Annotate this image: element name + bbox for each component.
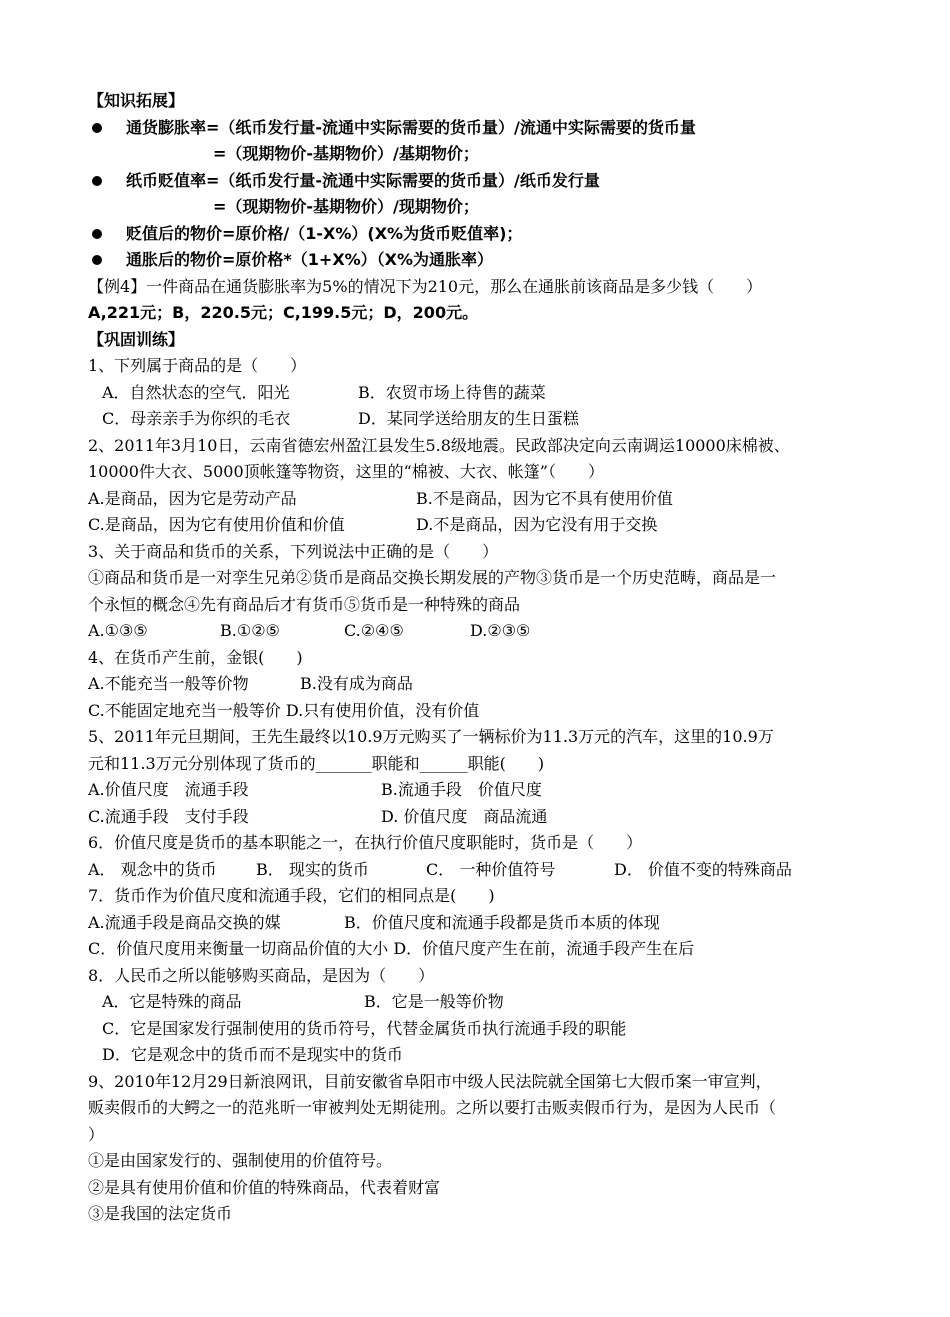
q1-option-c: C．母亲亲手为你织的毛衣: [102, 409, 291, 428]
q8-option-d: D．它是观念中的货币而不是现实中的货币: [102, 1045, 403, 1064]
q5-option-c: C.流通手段 支付手段: [88, 806, 249, 826]
q5-stem-2: 元和11.3万元分别体现了货币的_______职能和______职能( ): [88, 753, 545, 773]
q1-option-b: B．农贸市场上待售的蔬菜: [358, 382, 546, 402]
formula-inflation-rate: 通货膨胀率=（纸币发行量-流通中实际需要的货币量）/流通中实际需要的货币量: [88, 115, 878, 142]
q4-options-cd: C.不能固定地充当一般等价 D.只有使用价值，没有价值: [88, 700, 480, 720]
section-heading-practice: 【巩固训练】: [88, 329, 185, 349]
q3-stem: 3、关于商品和货币的关系，下列说法中正确的是（ ）: [88, 541, 499, 561]
q5-options-ab: [88, 777, 878, 804]
q5-option-d: D. 价值尺度 商品流通: [381, 806, 548, 826]
q4-options-ab: [88, 671, 878, 698]
bullet-dot-icon: [92, 123, 102, 133]
q6-stem: 6．价值尺度是货币的基本职能之一，在执行价值尺度职能时，货币是（ ）: [88, 833, 643, 852]
q2-stem-2: 10000件大衣、5000顶帐篷等物资，这里的“棉被、大衣、帐篷”（ ）: [88, 462, 604, 481]
q8-option-b: B．它是一般等价物: [364, 992, 504, 1011]
q1-option-d: D．某同学送给朋友的生日蛋糕: [358, 409, 579, 428]
q8-option-a: A．它是特殊的商品: [102, 992, 242, 1011]
q7-options-cd: C．价值尺度用来衡量一切商品价值的大小 D．价值尺度产生在前，流通手段产生在后: [88, 939, 695, 958]
q5-option-b: B.流通手段 价值尺度: [381, 780, 542, 799]
q3-items-2: 个永恒的概念④先有商品后才有货币⑤货币是一种特殊的商品: [88, 594, 521, 614]
formula-inflation-rate-alt: =（现期物价-基期物价）/基期物价；: [213, 144, 479, 163]
q2-option-c: C.是商品，因为它有使用价值和价值: [88, 515, 345, 534]
q2-option-a: A.是商品，因为它是劳动产品: [88, 488, 297, 508]
q7-stem: 7．货币作为价值尺度和流通手段，它们的相同点是( ): [88, 886, 495, 905]
q3-option-a: A.①③⑤: [88, 621, 148, 640]
q9-stem-1: 9、2010年12月29日新浪网讯，目前安徽省阜阳市中级人民法院就全国第七大假币案一审宣判，: [88, 1071, 772, 1091]
q3-option-c: C.②④⑤: [344, 621, 404, 640]
example-4-question: 【例4】一件商品在通货膨胀率为5%的情况下为210元，那么在通胀前该商品是多少钱（ ）: [88, 276, 763, 296]
q3-option-d: D.②③⑤: [470, 621, 531, 640]
q5-option-a: A.价值尺度 流通手段: [88, 780, 249, 799]
q2-options-cd: [88, 512, 878, 539]
q2-options-ab: [88, 486, 878, 513]
bullet-dot-icon: [92, 176, 102, 186]
q6-option-c: C． 一种价值符号: [426, 859, 556, 879]
q4-stem: 4、在货币产生前，金银( ): [88, 647, 303, 667]
q4-option-a: A.不能充当一般等价物: [88, 674, 249, 693]
q8-options-ab: [88, 989, 878, 1016]
formula-depreciation-rate: 纸币贬值率=（纸币发行量-流通中实际需要的货币量）/纸币发行量: [88, 168, 878, 195]
q9-item-3: ③是我国的法定货币: [88, 1204, 233, 1223]
q9-item-1: ①是由国家发行的、强制使用的价值符号。: [88, 1151, 393, 1170]
q4-option-b: B.没有成为商品: [300, 674, 413, 693]
q2-option-d: D.不是商品，因为它没有用于交换: [416, 515, 658, 534]
example-4-options: A,221元；B，220.5元；C,199.5元；D，200元。: [88, 303, 479, 322]
q3-options: [88, 618, 878, 645]
q8-stem: 8．人民币之所以能够购买商品，是因为（ ）: [88, 965, 435, 985]
bullet-dot-icon: [92, 229, 102, 239]
q1-options-ab: [88, 380, 878, 407]
q1-options-cd: [88, 406, 878, 433]
q3-items-1: ①商品和货币是一对孪生兄弟②货币是商品交换长期发展的产物③货币是一个历史范畴，商品是一: [88, 568, 777, 587]
q7-option-b: B．价值尺度和流通手段都是货币本质的体现: [344, 912, 660, 932]
q1-option-a: A．自然状态的空气．阳光: [102, 382, 290, 402]
q7-option-a: A.流通手段是商品交换的媒: [88, 912, 281, 932]
q6-options: [88, 857, 878, 884]
q2-stem-1: 2、2011年3月10日，云南省德宏州盈江县发生5.8级地震。民政部决定向云南调运10000床棉被、: [88, 435, 790, 455]
bullet-dot-icon: [92, 255, 102, 265]
q9-stem-2: 贩卖假币的大鳄之一的范兆昕一审被判处无期徒刑。之所以要打击贩卖假币行为，是因为人民币（: [88, 1098, 777, 1117]
document-page: [88, 88, 878, 1228]
q6-option-a: A． 观念中的货币: [88, 859, 217, 879]
formula-depreciated-price: 贬值后的物价=原价格/（1-X%）(X%为货币贬值率)；: [88, 221, 878, 248]
q9-item-2: ②是具有使用价值和价值的特殊商品，代表着财富: [88, 1177, 441, 1197]
q6-option-b: B． 现实的货币: [256, 859, 369, 879]
q9-stem-3: ）: [88, 1124, 105, 1144]
q7-options-ab: [88, 910, 878, 937]
q3-option-b: B.①②⑤: [220, 621, 280, 640]
q5-options-cd: [88, 804, 878, 831]
section-heading-knowledge: 【知识拓展】: [88, 91, 185, 110]
q8-option-c: C．它是国家发行强制使用的货币符号，代替金属货币执行流通手段的职能: [102, 1018, 627, 1038]
formula-inflated-price: 通胀后的物价=原价格*（1+X%）（X%为通胀率）: [88, 247, 878, 274]
q6-option-d: D． 价值不变的特殊商品: [614, 859, 792, 879]
q2-option-b: B.不是商品，因为它不具有使用价值: [416, 488, 673, 508]
q1-stem: 1、下列属于商品的是（ ）: [88, 356, 307, 375]
q5-stem-1: 5、2011年元旦期间，王先生最终以10.9万元购买了一辆标价为11.3万元的汽车，这里的10.9万: [88, 727, 774, 746]
formula-depreciation-rate-alt: =（现期物价-基期物价）/现期物价；: [213, 197, 479, 216]
